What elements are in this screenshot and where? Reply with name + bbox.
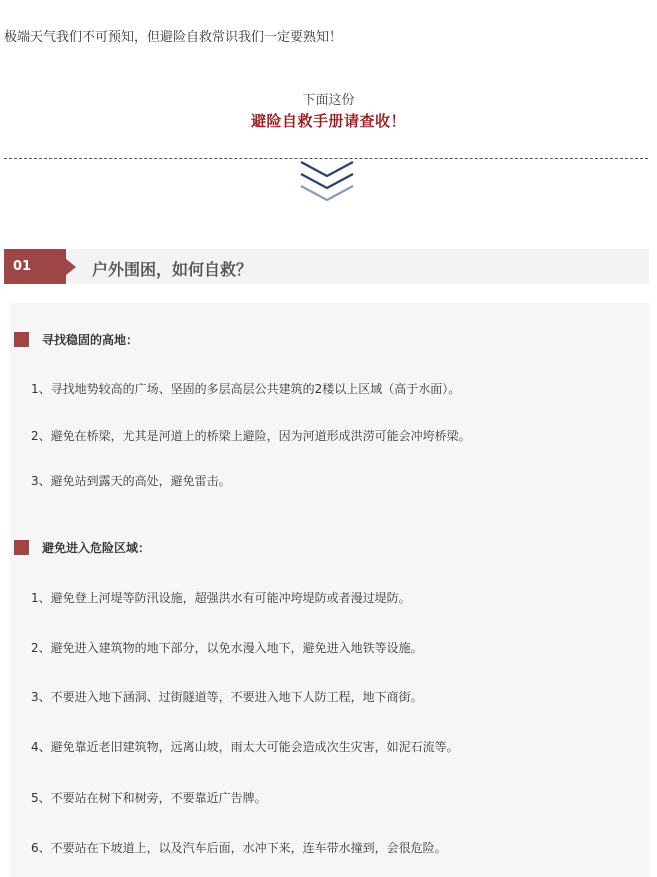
intro-text: 极端天气我们不可预知，但避险自救常识我们一定要熟知！ [4,30,343,45]
list-item: 5、不要站在树下和树旁，不要靠近广告牌。 [31,791,267,805]
list-item: 3、不要进入地下涵洞、过街隧道等，不要进入地下人防工程，地下商街。 [31,690,423,704]
heading-marker [14,540,29,555]
list-item: 4、避免靠近老旧建筑物，远离山坡，雨太大可能会造成次生灾害，如泥石流等。 [31,740,459,754]
list-item: 1、避免登上河堤等防汛设施，超强洪水有可能冲垮堤防或者漫过堤防。 [31,591,411,605]
section-tag-arrow [66,259,76,275]
list-item: 2、避免进入建筑物的地下部分，以免水漫入地下，避免进入地铁等设施。 [31,641,423,655]
list-item: 3、避免站到露天的高处，避免雷击。 [31,474,231,488]
section-number-tag [4,249,66,284]
list-item: 6、不要站在下坡道上，以及汽车后面，水冲下来，连车带水撞到，会很危险。 [31,841,447,855]
content-panel [10,303,650,877]
section-header [4,249,649,284]
group-heading-text: 避免进入危险区域： [42,541,151,555]
section-title: 户外围困，如何自救？ [92,260,253,279]
list-item: 2、避免在桥梁，尤其是河道上的桥梁上避险，因为河道形成洪涝可能会冲垮桥梁。 [31,429,471,443]
section-number: 01 [13,259,32,274]
subtitle: 下面这份 [302,93,355,108]
list-item: 1、寻找地势较高的广场、坚固的多层高层公共建筑的2楼以上区域（高于水面）。 [31,382,461,396]
chevron-down-icon [299,156,355,202]
group-heading-text: 寻找稳固的高地： [42,333,139,347]
headline: 避险自救手册请查收！ [250,112,406,130]
heading-marker [14,332,29,347]
